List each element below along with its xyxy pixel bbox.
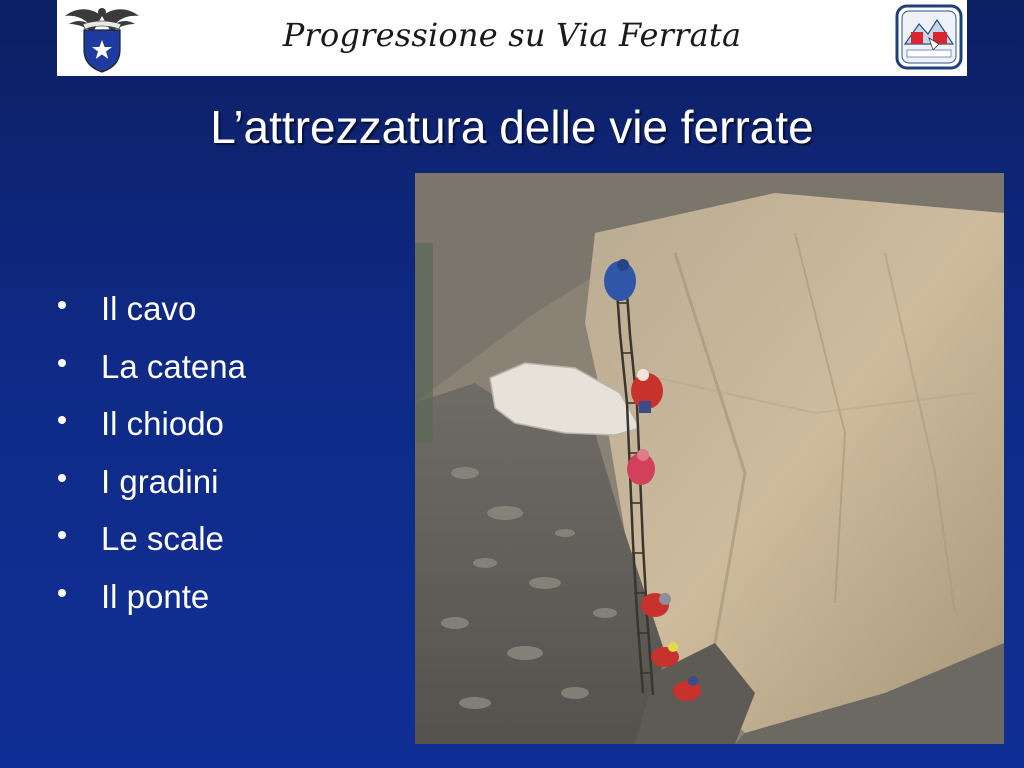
bullet-dot-icon <box>58 301 66 309</box>
header-band <box>57 0 967 76</box>
via-ferrata-photo <box>415 173 1004 744</box>
bullet-dot-icon <box>58 531 66 539</box>
bullet-text: Il chiodo <box>101 405 224 442</box>
bullet-dot-icon <box>58 359 66 367</box>
bullet-text: Il cavo <box>101 290 197 327</box>
bullet-text: La catena <box>101 347 246 385</box>
bullet-dot-icon <box>58 416 66 424</box>
section-emblem-logo <box>895 4 963 70</box>
bullet-dot-icon <box>58 589 66 597</box>
bullet-text: Le scale <box>101 520 224 557</box>
slide-title: L’attrezzatura delle vie ferrate <box>210 101 814 153</box>
bullet-text: I gradini <box>101 462 219 500</box>
bullet-text: Il ponte <box>101 577 210 615</box>
bullet-dot-icon <box>58 474 66 482</box>
header-title: Progressione su Via Ferrata <box>282 16 742 54</box>
